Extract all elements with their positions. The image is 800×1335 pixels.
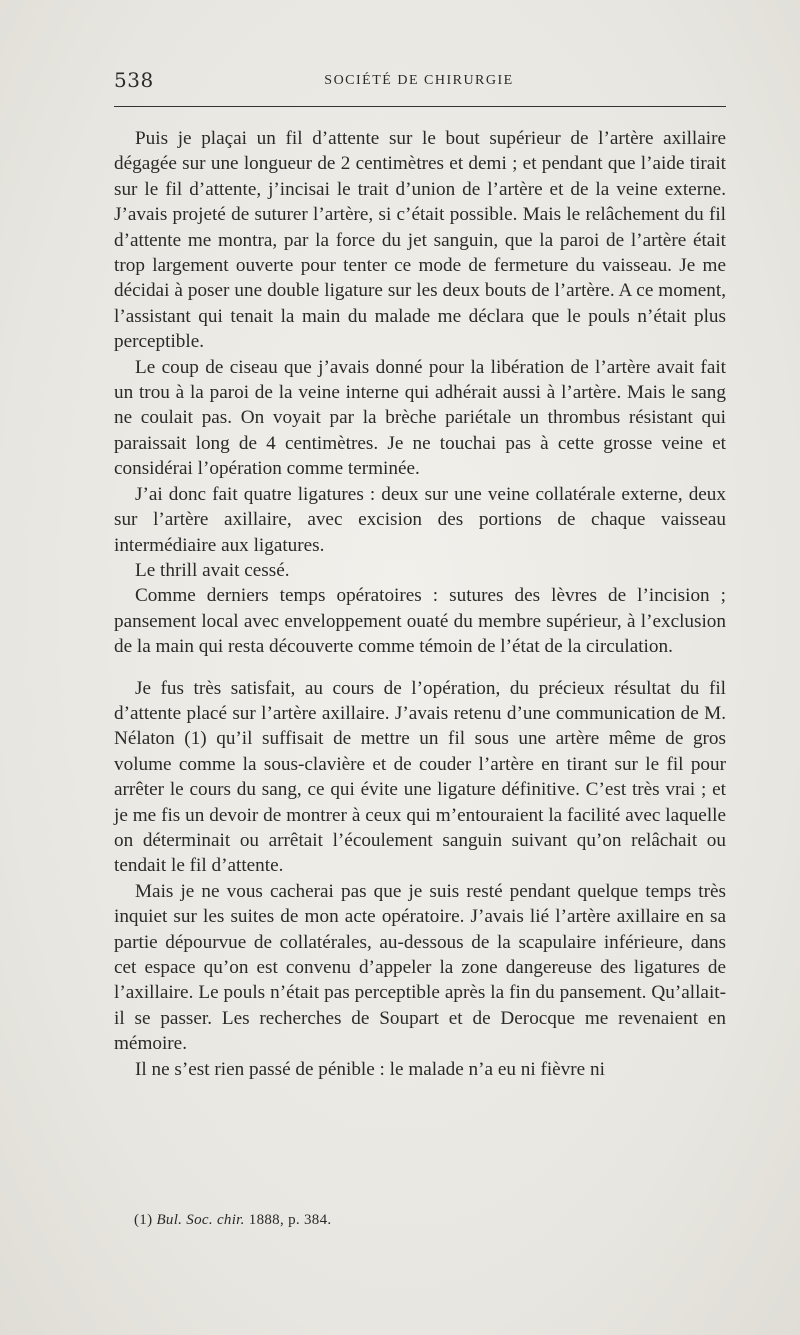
footnote-citation: 1888, p. 384. — [248, 1212, 332, 1228]
page-number: 538 — [114, 68, 154, 92]
paragraph: Je fus très satisfait, au cours de l’opération, du précieux résultat du fil d’attente placé sur l’artère axillaire. J’avais retenu d’une communication de M. Nélaton (1) qu’il suffisait de mettre un fil sous une artère même de gros volume comme la sous-clavière et de couder l’artère en tirant sur le fil pour arrêter le cours du sang, ce qui évite une ligature définitive. C’est très vrai ; et je me fis un devoir de montrer à ceux qui m’entouraient la facilité avec laquelle on déterminait ou arrêtait l’écoulement sanguin suivant qu’on relâchait ou tendait le fil d’attente. — [114, 677, 726, 877]
paragraph: Comme derniers temps opératoires : sutures des lèvres de l’incision ; pansement local avec enveloppement ouaté du membre supérieur, à l’exclusion de la main qui resta découverte comme témoin de l’état de la circulation. — [114, 585, 726, 658]
paragraph: Il ne s’est rien passé de pénible : le malade n’a eu ni fièvre ni — [135, 1058, 605, 1080]
page-header — [114, 68, 724, 98]
footnote-marker: (1) — [134, 1212, 153, 1228]
paragraph: J’ai donc fait quatre ligatures : deux sur une veine collatérale externe, deux sur l’artère axillaire, avec excision des portions de chaque vaisseau intermédiaire aux ligatures. — [114, 483, 726, 556]
paragraph: Mais je ne vous cacherai pas que je suis resté pendant quelque temps très inquiet sur les suites de mon acte opératoire. J’avais lié l’artère axillaire en sa partie dépourvue de collatérales, au-dessous de la scapulaire inférieure, dans cet espace qu’on est convenu d’appeler la zone dangereuse des ligatures de l’axillaire. Le pouls n’était pas perceptible après la fin du pansement. Qu’allait-il se passer. Les recherches de Soupart et de Derocque me revenaient en mémoire. — [114, 880, 726, 1055]
paragraph: Le thrill avait cessé. — [135, 559, 290, 581]
footnote-journal: Bul. Soc. chir. — [156, 1212, 245, 1228]
body-text — [114, 126, 726, 1082]
paragraph: Puis je plaçai un fil d’attente sur le bout supérieur de l’artère axillaire dégagée sur une longueur de 2 centimètres et demi ; et pendant que l’aide tirait sur le fil d’attente, j’incisai le trait d’union de l’artère et de la veine externe. J’avais projeté de suturer l’artère, si c’était possible. Mais le relâchement du fil d’attente me montra, par la force du jet sanguin, que la paroi de l’artère était trop largement ouverte pour tenter ce mode de fermeture du vaisseau. Je me décidai à poser une double ligature sur les deux bouts de l’artère. A ce moment, l’assistant qui tenait la main du malade me déclara que le pouls n’était plus perceptible. — [114, 128, 726, 353]
paragraph: Le coup de ciseau que j’avais donné pour la libération de l’artère avait fait un trou à la paroi de la veine interne qui adhérait aussi à l’artère. Mais le sang ne coulait pas. On voyait par la brèche pariétale un thrombus résistant qui paraissait long de 4 centimètres. Je ne touchai pas à cette grosse veine et considérai l’opération comme terminée. — [114, 356, 726, 480]
running-title: SOCIÉTÉ DE CHIRURGIE — [324, 73, 514, 88]
footnote — [134, 1212, 331, 1229]
header-rule — [114, 106, 726, 107]
